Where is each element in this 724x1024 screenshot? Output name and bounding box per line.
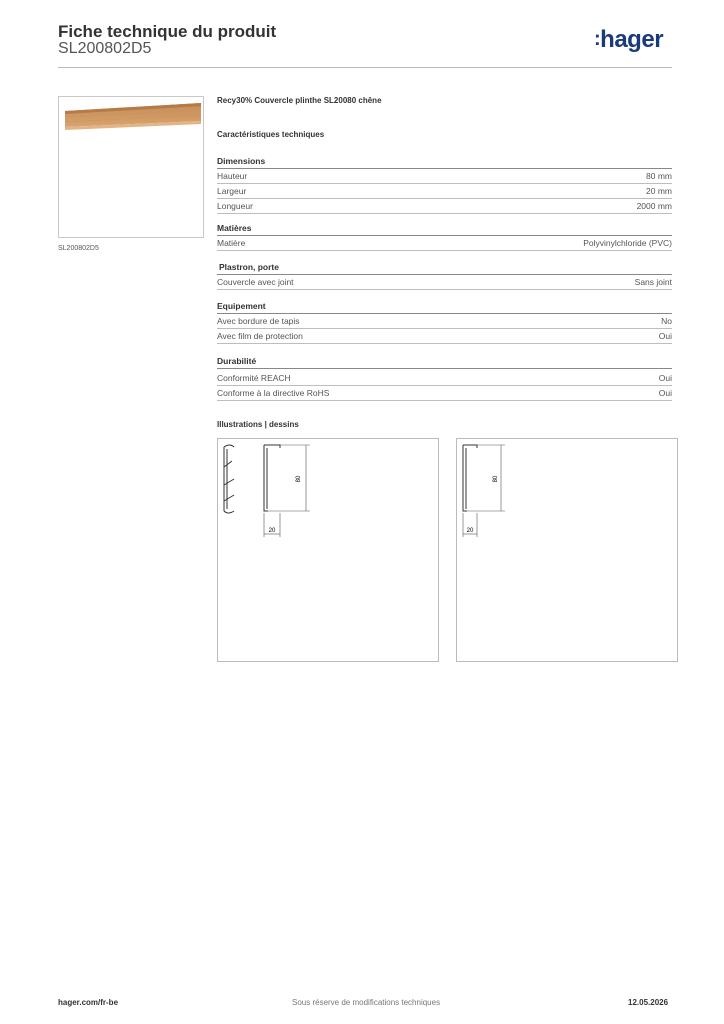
header-divider [58,67,672,68]
logo-dots: : [594,28,601,50]
spec-row [217,199,672,214]
spec-key: Hauteur [217,171,248,181]
clip-profile [224,445,234,513]
drawing-2-svg [457,439,671,661]
specs-title: Caractéristiques techniques [217,130,325,139]
spec-value: 80 mm [646,171,672,181]
group-label: Dimensions [217,156,266,166]
spec-key: Avec film de protection [217,331,303,341]
group-equipement [217,300,672,314]
spec-key: Longueur [217,201,253,211]
footer-date: 12.05.2026 [628,998,669,1007]
group-durabilite [217,355,672,369]
cover-profile [264,445,280,511]
cover-profile [463,445,477,511]
spec-value: Oui [658,331,672,341]
height-dimension-label: 80 [296,475,302,483]
spec-row [217,169,672,184]
group-dimensions [217,155,672,169]
spec-row [217,184,672,199]
spec-key: Largeur [217,186,247,196]
spec-value: Sans joint [634,277,672,287]
spec-key: Conformité REACH [217,373,291,383]
spec-key: Couvercle avec joint [217,277,294,287]
illustrations-title: Illustrations | dessins [217,420,299,429]
technical-drawing-1 [217,438,439,662]
group-label: Equipement [217,301,266,311]
spec-key: Conforme à la directive RoHS [217,388,330,398]
spec-value: Polyvinylchloride (PVC) [583,238,672,248]
height-dimension-line [268,445,310,511]
spec-row [217,386,672,401]
width-dimension-label: 20 [268,528,276,534]
group-label: Matières [217,223,252,233]
spec-key: Matière [217,238,246,248]
logo-text: hager [600,26,664,53]
spec-value: 2000 mm [636,201,672,211]
drawing-1-svg [218,439,438,661]
product-name: Recy30% Couvercle plinthe SL20080 chêne [217,96,382,105]
product-image [59,97,203,237]
spec-value: 20 mm [646,186,672,196]
height-dimension-label: 80 [493,475,499,483]
group-plastron [217,261,672,275]
group-label: Durabilité [217,356,257,366]
spec-row [217,236,672,251]
height-dimension-line [467,445,505,511]
page-title: Fiche technique du produit [58,22,277,41]
footer-website[interactable]: hager.com/fr-be [58,998,119,1007]
spec-key: Avec bordure de tapis [217,316,300,326]
product-image-frame [58,96,204,238]
footer-notice: Sous réserve de modifications techniques [292,998,441,1007]
group-matieres [217,222,672,236]
hager-logo [594,26,663,54]
spec-value: Oui [658,388,672,398]
product-reference: SL200802D5 [58,40,152,57]
width-dimension-label: 20 [466,528,474,534]
spec-value: Oui [658,373,672,383]
spec-value: No [661,316,672,326]
product-image-caption: SL200802D5 [58,245,99,252]
group-label: Plastron, porte [219,262,279,272]
spec-row [217,275,672,290]
technical-drawing-2 [456,438,678,662]
spec-row [217,314,672,329]
spec-row [217,329,672,344]
spec-row [217,371,672,386]
